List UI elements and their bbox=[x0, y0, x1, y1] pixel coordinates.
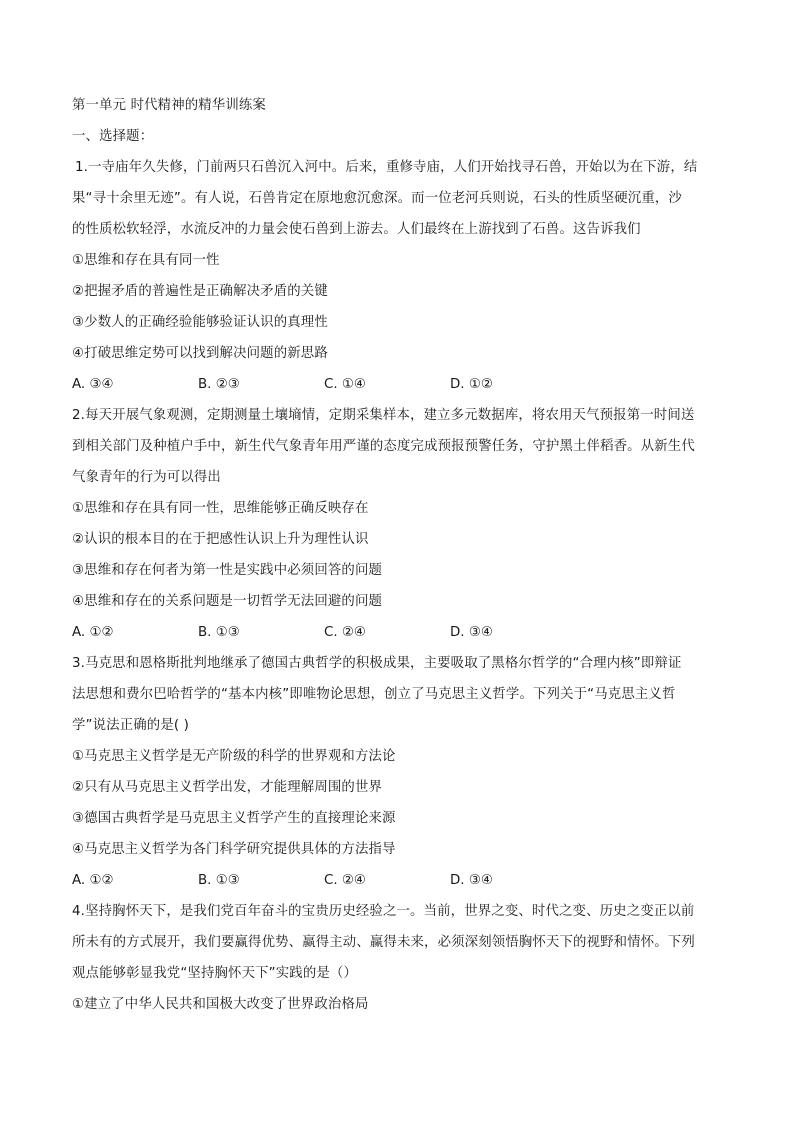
statement-item: ③思维和存在何者为第一性是实践中必须回答的问题 bbox=[72, 563, 383, 578]
question-stem-line: 3.马克思和恩格斯批判地继承了德国古典哲学的积极成果，主要吸取了黑格尔哲学的“合理内核”即辩证 bbox=[72, 656, 682, 671]
question-stem-line: 果“寻十余里无迹”。有人说，石兽肯定在原地愈沉愈深。而一位老河兵则说，石头的性质坚硬沉重，沙 bbox=[72, 191, 682, 206]
statement-item: ③少数人的正确经验能够验证认识的真理性 bbox=[72, 315, 328, 330]
statement-item: ④马克思主义哲学为各门科学研究提供具体的方法指导 bbox=[72, 842, 396, 857]
question-stem-line: 的性质松软轻浮，水流反冲的力量会使石兽到上游去。人们最终在上游找到了石兽。这告诉我们 bbox=[72, 222, 641, 237]
option-c: C. ①④ bbox=[324, 377, 366, 392]
option-d: D. ①② bbox=[450, 377, 493, 392]
question-stem-line: 观点能够彰显我党“坚持胸怀天下”实践的是（） bbox=[72, 966, 357, 981]
statement-item: ①思维和存在具有同一性，思维能够正确反映存在 bbox=[72, 501, 369, 516]
question-4 bbox=[72, 902, 722, 1015]
question-2 bbox=[72, 406, 722, 643]
document-title: 第一单元 时代精神的精华训练案 bbox=[72, 98, 266, 113]
option-b: B. ①③ bbox=[198, 873, 240, 888]
question-stem-line: 1.一寺庙年久失修，门前两只石兽沉入河中。后来，重修寺庙，人们开始找寻石兽，开始以为在下游，结 bbox=[75, 160, 698, 175]
question-stem-line: 4.坚持胸怀天下，是我们党百年奋斗的宝贵历史经验之一。当前，世界之变、时代之变、历史之变正以前 bbox=[72, 904, 695, 919]
option-c: C. ②④ bbox=[324, 873, 366, 888]
exam-page bbox=[72, 96, 722, 1026]
option-d: D. ③④ bbox=[450, 873, 493, 888]
statement-item: ①建立了中华人民共和国极大改变了世界政治格局 bbox=[72, 997, 369, 1012]
answer-options bbox=[72, 871, 722, 891]
option-a: A. ③④ bbox=[72, 377, 114, 392]
option-b: B. ①③ bbox=[198, 625, 240, 640]
option-a: A. ①② bbox=[72, 625, 114, 640]
section-heading: 一、选择题： bbox=[72, 129, 154, 144]
option-b: B. ②③ bbox=[198, 377, 240, 392]
question-1 bbox=[72, 158, 722, 395]
question-stem-line: 到相关部门及种植户手中，新生代气象青年用严谨的态度完成预报预警任务，守护黑土伴稻香。从新生代 bbox=[72, 439, 695, 454]
question-stem-line: 2.每天开展气象观测，定期测量土壤墒情，定期采集样本，建立多元数据库，将农用天气预报第一时间送 bbox=[72, 408, 695, 423]
option-a: A. ①② bbox=[72, 873, 114, 888]
question-stem-line: 气象青年的行为可以得出 bbox=[72, 470, 221, 485]
statement-item: ②把握矛盾的普遍性是正确解决矛盾的关键 bbox=[72, 284, 328, 299]
question-stem-line: 学”说法正确的是( ) bbox=[72, 718, 190, 733]
question-stem-line: 所未有的方式展开，我们要赢得优势、赢得主动、赢得未来，必须深刻领悟胸怀天下的视野和情怀。下列 bbox=[72, 935, 695, 950]
statement-item: ③德国古典哲学是马克思主义哲学产生的直接理论来源 bbox=[72, 811, 396, 826]
answer-options bbox=[72, 623, 722, 643]
answer-options bbox=[72, 375, 722, 395]
option-d: D. ③④ bbox=[450, 625, 493, 640]
option-c: C. ②④ bbox=[324, 625, 366, 640]
statement-item: ①思维和存在具有同一性 bbox=[72, 253, 220, 268]
statement-item: ④思维和存在的关系问题是一切哲学无法回避的问题 bbox=[72, 594, 383, 609]
statement-item: ④打破思维定势可以找到解决问题的新思路 bbox=[72, 346, 328, 361]
question-3 bbox=[72, 654, 722, 891]
question-stem-line: 法思想和费尔巴哈哲学的“基本内核”即唯物论思想，创立了马克思主义哲学。下列关于“马克思主义哲 bbox=[72, 687, 676, 702]
statement-item: ②认识的根本目的在于把感性认识上升为理性认识 bbox=[72, 532, 369, 547]
statement-item: ①马克思主义哲学是无产阶级的科学的世界观和方法论 bbox=[72, 749, 396, 764]
statement-item: ②只有从马克思主义哲学出发，才能理解周围的世界 bbox=[72, 780, 383, 795]
